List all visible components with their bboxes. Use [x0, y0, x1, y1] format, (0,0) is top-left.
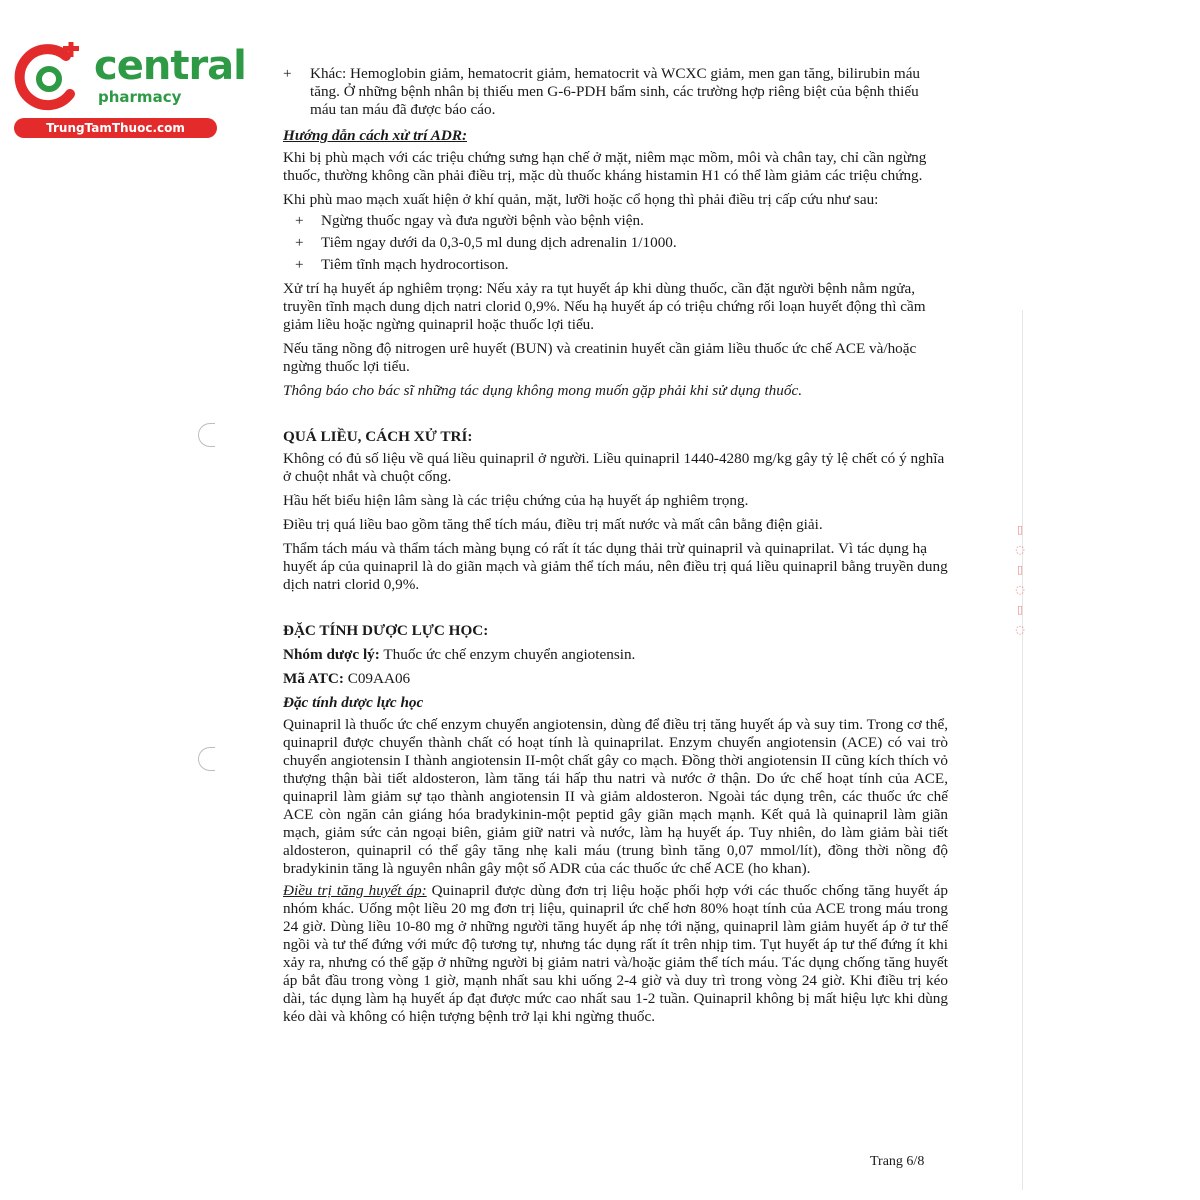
stamp-glyph: ▯ [1016, 563, 1024, 576]
logo-subtitle: pharmacy [98, 88, 182, 106]
hypertension-text: Quinapril được dùng đơn trị liệu hoặc phối hợp với các thuốc chống tăng huyết áp nhóm khác. Uống một liều 20 mg đơn trị liệu, quinapril ức chế hơn 80% hoạt tính của ACE trong máu trong 24 giờ. Dùng liều 10-80 mg ở những người tăng huyết áp nhẹ tới nặng, quinapril làm giảm huyết áp ở tư thế ngồi và tư thế đứng với mức độ tương tự, nhưng tác dụng rất ít trên nhịp tim. Tụt huyết áp tư thế đứng ít khi xảy ra, nhưng có thể gặp ở những người bị giảm natri và/hoặc giảm thể tích máu. Tác dụng chống tăng huyết áp bắt đầu trong vòng 1 giờ, mạnh nhất sau khi uống 2-4 giờ và duy trì trong vòng 24 giờ. Khi điều trị kéo dài, tác dụng làm hạ huyết áp đạt được mức cao nhất sau 1-2 tuần. Quinapril không bị mất hiệu lực khi dùng kéo dài và không có hiện tượng bệnh trở lại khi ngừng thuốc. [283, 882, 948, 1025]
plus-bullet: + [283, 65, 292, 82]
page-number: Trang 6/8 [870, 1154, 925, 1169]
pharmacy-c-cross-icon [14, 42, 84, 112]
stamp-glyph: ◌ [1015, 623, 1025, 636]
hypertension-label: Điều trị tăng huyết áp: [283, 882, 427, 899]
adr-paragraph: Nếu tăng nồng độ nitrogen urê huyết (BUN) và creatinin huyết cần giảm liều thuốc ức chế ACE và/hoặc ngừng thuốc lợi tiểu. [283, 340, 917, 375]
stamp-glyph: ▯ [1016, 523, 1024, 536]
atc-value: C09AA06 [343, 670, 411, 687]
pharmacodynamics-paragraph: Quinapril là thuốc ức chế enzym chuyển angiotensin, dùng để điều trị tăng huyết áp và suy tim. Trong cơ thể, quinapril được chuyển thành chất có hoạt tính là quinaprilat. Enzym chuyển angiotensin (ACE) có vai trò chuyển angiotensin I thành angiotensin II-một chất gây co mạch. Đồng thời angiotensin II cũng kích thích vỏ thượng thận bài tiết aldosteron, làm tăng tái hấp thu natri và nước ở thận. Do ức chế hoạt tính của ACE, quinapril làm giảm sự tạo thành angiotensin II và giảm aldosteron. Ngoài tác dụng trên, các thuốc ức chế ACE còn ngăn cản giáng hóa bradykinin-một peptid gây giãn mạch mạnh. Kết quả là quinapril làm giãn mạch, giảm sức cản ngoại biên, giảm giữ natri và nước, làm hạ huyết áp. Tuy nhiên, do làm giảm bài tiết aldosteron, quinapril có thể gây tăng nhẹ kali máu (trung bình tăng 0,07 mmol/lít), đồng thời nồng độ bradykinin tăng là nguyên nhân gây một số ADR của các thuốc ức chế ACE (ho khan). [283, 716, 948, 877]
group-value: Thuốc ức chế enzym chuyển angiotensin. [379, 646, 636, 663]
adr-paragraph: Khi bị phù mạch với các triệu chứng sưng hạn chế ở mặt, niêm mạc mồm, môi và chân tay, chỉ cần ngừng thuốc, thường không cần phải điều trị, mặc dù thuốc kháng histamin H1 có thể làm giảm các triệu chứng. [283, 149, 927, 184]
logo-wordmark: central [94, 43, 246, 89]
document-body [283, 65, 948, 1026]
adr-step-text: Tiêm ngay dưới da 0,3-0,5 ml dung dịch adrenalin 1/1000. [321, 234, 677, 251]
pharmacodynamics-subheading: Đặc tính dược lực học [283, 694, 424, 711]
adr-step [283, 234, 948, 252]
adr-step [283, 256, 948, 274]
stamp-glyph: ◌ [1015, 583, 1025, 596]
adr-paragraph: Xử trí hạ huyết áp nghiêm trọng: Nếu xảy ra tụt huyết áp khi dùng thuốc, cần đặt người bệnh nằm ngửa, truyền tĩnh mạch dung dịch natri clorid 0,9%. Nếu hạ huyết áp có triệu chứng rối loạn huyết động thì cầm giảm liều hoặc ngừng quinapril hoặc thuốc lợi tiểu. [283, 280, 926, 333]
stamp-glyph: ◌ [1015, 543, 1025, 556]
group-label: Nhóm dược lý: [283, 646, 380, 663]
adr-step-text: Tiêm tĩnh mạch hydrocortison. [321, 256, 509, 273]
adr-notice: Thông báo cho bác sĩ những tác dụng không mong muốn gặp phải khi sử dụng thuốc. [283, 382, 802, 399]
pharmacodynamics-heading: ĐẶC TÍNH DƯỢC LỰC HỌC: [283, 622, 489, 639]
atc-label: Mã ATC: [283, 670, 344, 687]
hypertension-paragraph [283, 882, 948, 1026]
atc-code [283, 670, 948, 688]
overdose-paragraph: Thẩm tách máu và thẩm tách màng bụng có rất ít tác dụng thải trừ quinapril và quinaprilat. Vì tác dụng hạ huyết áp của quinapril là do giãn mạch và giảm thể tích máu, nên điều trị quá liều quinapril bằng truyền dung dịch natri clorid 0,9%. [283, 540, 948, 593]
plus-bullet: + [295, 234, 304, 251]
margin-line [1022, 310, 1023, 1190]
punch-hole-mark [198, 747, 215, 771]
adr-other-text: Khác: Hemoglobin giảm, hematocrit giảm, hematocrit và WCXC giảm, men gan tăng, bilirubin máu tăng. Ở những bệnh nhân bị thiếu men G-6-PDH bẩm sinh, các trường hợp riêng biệt của bệnh thiếu máu tan máu đã được báo cáo. [310, 65, 921, 118]
punch-hole-mark [198, 423, 215, 447]
overdose-paragraph: Hầu hết biểu hiện lâm sàng là các triệu chứng của hạ huyết áp nghiêm trọng. [283, 492, 749, 509]
pharmacologic-group [283, 646, 948, 664]
central-pharmacy-logo[interactable] [8, 38, 246, 138]
plus-bullet: + [295, 212, 304, 229]
overdose-heading: QUÁ LIỀU, CÁCH XỬ TRÍ: [283, 428, 473, 445]
faint-stamp-mark [1012, 520, 1028, 670]
overdose-paragraph: Không có đủ số liệu về quá liều quinapril ở người. Liều quinapril 1440-4280 mg/kg gây tỷ lệ chết có ý nghĩa ở chuột nhắt và chuột cống. [283, 450, 945, 485]
overdose-paragraph: Điều trị quá liều bao gồm tăng thể tích máu, điều trị mất nước và mất cân bằng điện giải. [283, 516, 823, 533]
adr-other-item [245, 65, 948, 119]
adr-paragraph: Khi phù mao mạch xuất hiện ở khí quản, mặt, lưỡi hoặc cổ họng thì phải điều trị cấp cứu như sau: [283, 191, 879, 208]
plus-bullet: + [295, 256, 304, 273]
logo-website-badge: TrungTamThuoc.com [14, 118, 217, 138]
stamp-glyph: ▯ [1016, 603, 1024, 616]
adr-heading: Hướng dẫn cách xử trí ADR: [283, 127, 468, 144]
adr-step-text: Ngừng thuốc ngay và đưa người bệnh vào bệnh viện. [321, 212, 644, 229]
adr-step [283, 212, 948, 230]
